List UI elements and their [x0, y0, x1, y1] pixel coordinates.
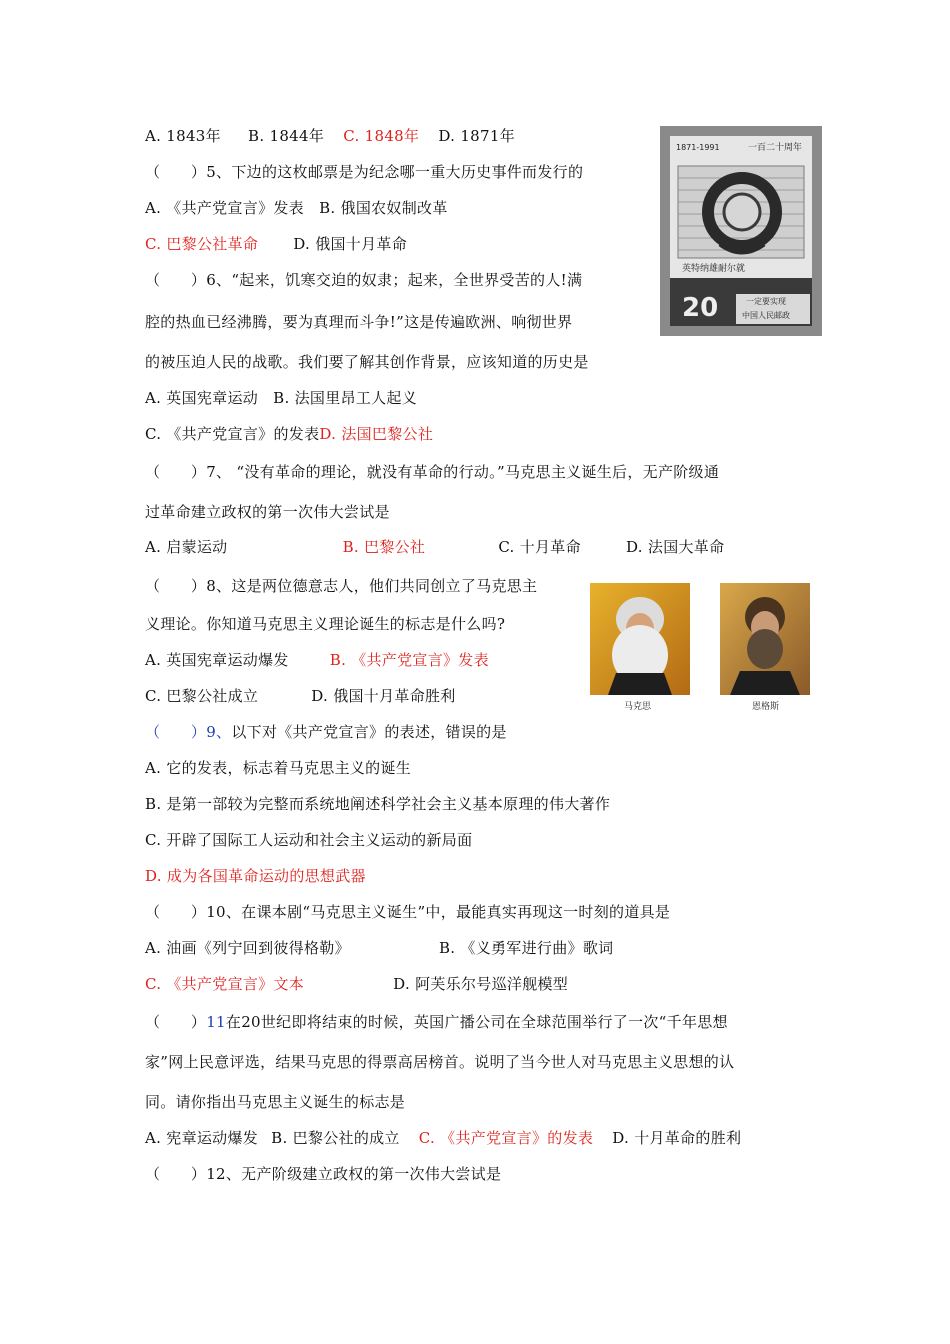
q9-option-c: C. 开辟了国际工人运动和社会主义运动的新局面 [145, 831, 473, 849]
caption-marx: 马克思 [624, 702, 652, 712]
q6-options-1 [145, 386, 417, 410]
q10-option-a: A. 油画《列宁回到彼得格勒》 [145, 939, 350, 957]
q4-option-d: D. 1871年 [438, 127, 515, 145]
stamp-band: 英特纳雄耐尔就 [682, 264, 746, 274]
stamp-slogan: 一定要实现 [746, 297, 786, 306]
q10-option-c: C. 《共产党宣言》文本 [145, 975, 305, 993]
q11-stem-1 [145, 1010, 728, 1034]
q7-stem-1: （ ）7、 “没有革命的理论，就没有革命的行动。”马克思主义诞生后，无产阶级通 [145, 463, 720, 481]
q11-stem-3: 同。请你指出马克思主义诞生的标志是 [145, 1093, 406, 1111]
q9-option-b: B. 是第一部较为完整而系统地阐述科学社会主义基本原理的伟大著作 [145, 795, 611, 813]
q7-options [145, 535, 724, 559]
q6-option-b: B. 法国里昂工人起义 [273, 389, 418, 407]
q6-stem-3: 的被压迫人民的战歌。我们要了解其创作背景，应该知道的历史是 [145, 353, 589, 371]
q5-option-a: A. 《共产党宣言》发表 [145, 199, 304, 217]
stamp-illustration [660, 126, 822, 336]
q4-option-a: A. 1843年 [145, 127, 221, 145]
q8-stem-2: 义理论。你知道马克思主义理论诞生的标志是什么吗? [145, 615, 506, 633]
q5-options-2 [145, 232, 407, 256]
stamp-title: 一百二十周年 [748, 143, 803, 153]
q8-options-1 [145, 648, 489, 672]
q8-option-a: A. 英国宪章运动爆发 [145, 651, 289, 669]
q9-number: （ ）9、 [145, 723, 232, 741]
q11-number: 11 [206, 1013, 226, 1031]
q8-option-d: D. 俄国十月革命胜利 [311, 687, 456, 705]
q5-option-b: B. 俄国农奴制改革 [319, 199, 448, 217]
q9-text: 以下对《共产党宣言》的表述，错误的是 [231, 723, 507, 741]
stamp-country: 中国人民邮政 [742, 311, 790, 320]
q11-option-c: C. 《共产党宣言》的发表 [418, 1129, 594, 1147]
portrait-marx [590, 583, 690, 695]
q7-option-b: B. 巴黎公社 [342, 538, 426, 556]
q6-options-2 [145, 422, 433, 446]
q4-option-b: B. 1844年 [248, 127, 325, 145]
q8-option-c: C. 巴黎公社成立 [145, 687, 259, 705]
marx-portrait-image [590, 583, 690, 695]
q10-options-2 [145, 972, 568, 996]
q7-option-a: A. 启蒙运动 [145, 538, 228, 556]
q11-prefix: （ ） [145, 1013, 207, 1031]
q10-stem: （ ）10、在课本剧“马克思主义诞生”中，最能真实再现这一时刻的道具是 [145, 903, 671, 921]
q9-option-d: D. 成为各国革命运动的思想武器 [145, 867, 366, 885]
q12-stem: （ ）12、无产阶级建立政权的第一次伟大尝试是 [145, 1165, 502, 1183]
q6-stem-1: （ ）6、“起来，饥寒交迫的奴隶；起来，全世界受苦的人!满 [145, 271, 583, 289]
q7-stem-2: 过革命建立政权的第一次伟大尝试是 [145, 503, 390, 521]
q5-option-c: C. 巴黎公社革命 [145, 235, 259, 253]
q11-option-a: A. 宪章运动爆发 [145, 1129, 259, 1147]
q5-stem: （ ）5、下边的这枚邮票是为纪念哪一重大历史事件而发行的 [145, 163, 584, 181]
q6-option-c: C. 《共产党宣言》的发表 [145, 425, 320, 443]
q11-option-b: B. 巴黎公社的成立 [271, 1129, 400, 1147]
q5-option-d: D. 俄国十月革命 [293, 235, 407, 253]
stamp-image [660, 126, 822, 336]
engels-portrait-image [720, 583, 810, 695]
stamp-value: 20 [682, 293, 719, 323]
q7-option-c: C. 十月革命 [498, 538, 581, 556]
q10-option-d: D. 阿芙乐尔号巡洋舰模型 [393, 975, 569, 993]
q9-stem [145, 720, 507, 744]
q4-options [145, 124, 515, 148]
q8-options-2 [145, 684, 456, 708]
q6-option-d: D. 法国巴黎公社 [319, 425, 434, 443]
q11-options [145, 1126, 741, 1150]
q11-option-d: D. 十月革命的胜利 [612, 1129, 742, 1147]
q7-option-d: D. 法国大革命 [625, 538, 725, 556]
q6-stem-2: 腔的热血已经沸腾，要为真理而斗争!”这是传遍欧洲、响彻世界 [145, 313, 573, 331]
q11-text: 在20世纪即将结束的时候，英国广播公司在全球范围举行了一次“千年思想 [225, 1013, 728, 1031]
stamp-years: 1871-1991 [676, 143, 720, 152]
q9-option-a: A. 它的发表，标志着马克思主义的诞生 [145, 759, 412, 777]
q5-options-1 [145, 196, 448, 220]
q6-option-a: A. 英国宪章运动 [145, 389, 259, 407]
q10-option-b: B. 《义勇军进行曲》歌词 [438, 939, 614, 957]
q10-options-1 [145, 936, 613, 960]
q8-option-b: B. 《共产党宣言》发表 [329, 651, 489, 669]
q11-stem-2: 家”网上民意评选，结果马克思的得票高居榜首。说明了当今世人对马克思主义思想的认 [145, 1053, 735, 1071]
caption-engels: 恩格斯 [752, 702, 780, 712]
q8-stem-1: （ ）8、这是两位德意志人，他们共同创立了马克思主 [145, 577, 538, 595]
portrait-engels [720, 583, 810, 695]
q4-option-c: C. 1848年 [343, 127, 420, 145]
